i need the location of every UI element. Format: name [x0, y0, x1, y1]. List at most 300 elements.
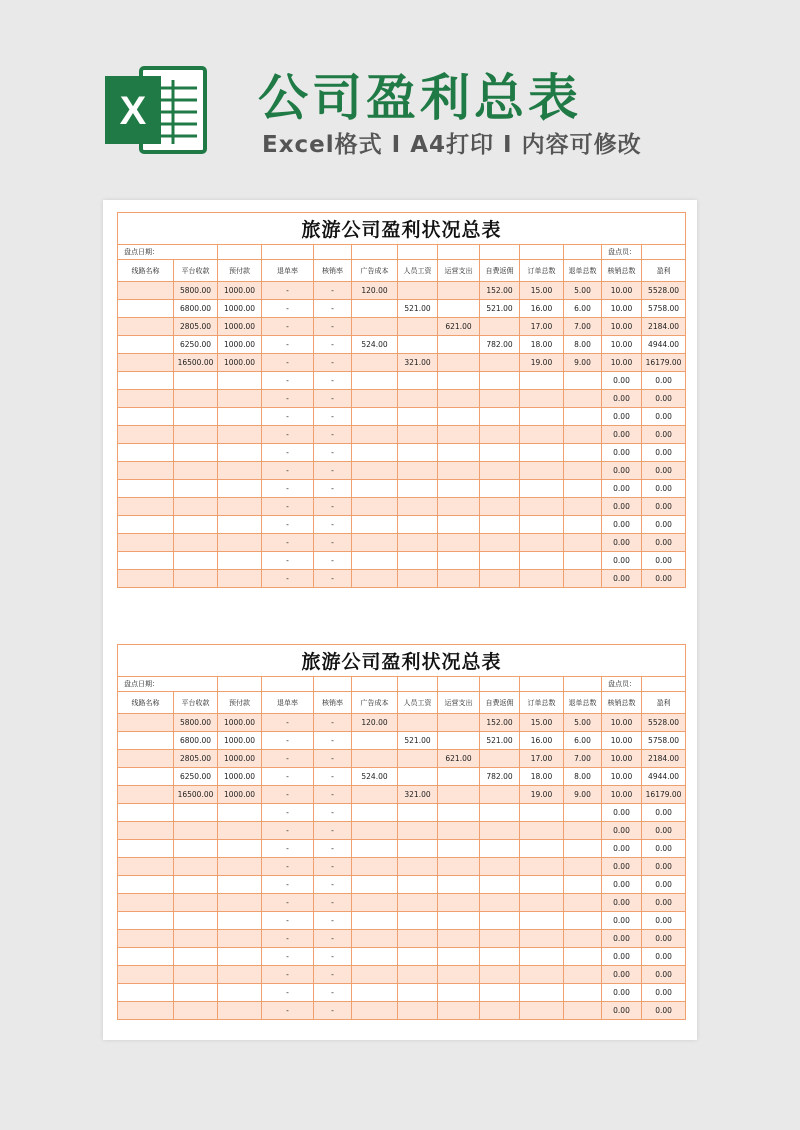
- table-cell[interactable]: [218, 498, 262, 516]
- table-cell[interactable]: -: [314, 408, 352, 426]
- table-cell[interactable]: [520, 1002, 564, 1020]
- table-cell[interactable]: [398, 822, 438, 840]
- table-cell[interactable]: 0.00: [602, 534, 642, 552]
- table-cell[interactable]: 19.00: [520, 354, 564, 372]
- table-cell[interactable]: [480, 840, 520, 858]
- table-cell[interactable]: -: [262, 516, 314, 534]
- table-cell[interactable]: 0.00: [602, 552, 642, 570]
- table-cell[interactable]: -: [262, 948, 314, 966]
- table-cell[interactable]: [480, 912, 520, 930]
- table-cell[interactable]: [398, 462, 438, 480]
- table-cell[interactable]: [398, 966, 438, 984]
- table-cell[interactable]: -: [314, 948, 352, 966]
- table-cell[interactable]: [564, 408, 602, 426]
- table-cell[interactable]: [218, 444, 262, 462]
- table-cell[interactable]: -: [262, 426, 314, 444]
- table-cell[interactable]: 0.00: [602, 462, 642, 480]
- table-cell[interactable]: -: [262, 750, 314, 768]
- table-cell[interactable]: [480, 444, 520, 462]
- table-cell[interactable]: [174, 426, 218, 444]
- info-cell[interactable]: [438, 677, 480, 692]
- table-cell[interactable]: [438, 966, 480, 984]
- table-cell[interactable]: -: [314, 912, 352, 930]
- table-cell[interactable]: 0.00: [642, 876, 686, 894]
- table-cell[interactable]: [398, 426, 438, 444]
- table-cell[interactable]: 0.00: [642, 948, 686, 966]
- table-cell[interactable]: 5.00: [564, 714, 602, 732]
- table-cell[interactable]: 521.00: [398, 732, 438, 750]
- table-cell[interactable]: [118, 786, 174, 804]
- table-cell[interactable]: -: [262, 390, 314, 408]
- table-cell[interactable]: [218, 552, 262, 570]
- table-cell[interactable]: [398, 714, 438, 732]
- table-cell[interactable]: [438, 462, 480, 480]
- table-cell[interactable]: [564, 498, 602, 516]
- table-cell[interactable]: [352, 984, 398, 1002]
- table-cell[interactable]: 0.00: [602, 912, 642, 930]
- table-cell[interactable]: [438, 516, 480, 534]
- table-cell[interactable]: [480, 534, 520, 552]
- table-cell[interactable]: [398, 570, 438, 588]
- table-cell[interactable]: 0.00: [602, 930, 642, 948]
- table-cell[interactable]: [218, 822, 262, 840]
- table-cell[interactable]: [352, 858, 398, 876]
- table-cell[interactable]: [438, 390, 480, 408]
- table-cell[interactable]: [480, 804, 520, 822]
- table-cell[interactable]: 0.00: [602, 876, 642, 894]
- table-cell[interactable]: 521.00: [480, 300, 520, 318]
- table-cell[interactable]: [438, 480, 480, 498]
- table-cell[interactable]: 120.00: [352, 282, 398, 300]
- staff-value-cell[interactable]: [642, 677, 686, 692]
- table-cell[interactable]: [352, 912, 398, 930]
- table-cell[interactable]: -: [314, 480, 352, 498]
- table-cell[interactable]: [564, 552, 602, 570]
- table-cell[interactable]: -: [314, 516, 352, 534]
- table-cell[interactable]: [118, 570, 174, 588]
- table-cell[interactable]: 621.00: [438, 318, 480, 336]
- table-cell[interactable]: 0.00: [642, 840, 686, 858]
- table-cell[interactable]: [438, 282, 480, 300]
- table-cell[interactable]: 782.00: [480, 768, 520, 786]
- table-cell[interactable]: 15.00: [520, 282, 564, 300]
- table-cell[interactable]: [352, 876, 398, 894]
- table-cell[interactable]: 1000.00: [218, 282, 262, 300]
- table-cell[interactable]: 16179.00: [642, 786, 686, 804]
- table-cell[interactable]: [118, 840, 174, 858]
- table-cell[interactable]: [438, 1002, 480, 1020]
- table-cell[interactable]: -: [262, 462, 314, 480]
- table-cell[interactable]: [438, 408, 480, 426]
- info-cell[interactable]: [398, 677, 438, 692]
- table-cell[interactable]: -: [262, 534, 314, 552]
- table-cell[interactable]: [174, 462, 218, 480]
- table-cell[interactable]: [118, 876, 174, 894]
- table-cell[interactable]: [564, 534, 602, 552]
- table-cell[interactable]: [118, 444, 174, 462]
- table-cell[interactable]: -: [262, 786, 314, 804]
- table-cell[interactable]: [218, 966, 262, 984]
- table-cell[interactable]: [174, 984, 218, 1002]
- table-cell[interactable]: [520, 534, 564, 552]
- table-cell[interactable]: [520, 966, 564, 984]
- table-cell[interactable]: [352, 804, 398, 822]
- table-cell[interactable]: [218, 390, 262, 408]
- table-cell[interactable]: 0.00: [642, 822, 686, 840]
- table-cell[interactable]: -: [314, 300, 352, 318]
- table-cell[interactable]: [520, 840, 564, 858]
- table-cell[interactable]: 6.00: [564, 732, 602, 750]
- table-cell[interactable]: [118, 426, 174, 444]
- table-cell[interactable]: [480, 786, 520, 804]
- table-cell[interactable]: [564, 804, 602, 822]
- table-cell[interactable]: -: [314, 354, 352, 372]
- table-cell[interactable]: 6250.00: [174, 768, 218, 786]
- table-cell[interactable]: [438, 786, 480, 804]
- table-cell[interactable]: [398, 840, 438, 858]
- table-cell[interactable]: 6.00: [564, 300, 602, 318]
- table-cell[interactable]: 5758.00: [642, 300, 686, 318]
- table-cell[interactable]: 6800.00: [174, 300, 218, 318]
- table-cell[interactable]: [352, 786, 398, 804]
- table-cell[interactable]: 2805.00: [174, 750, 218, 768]
- table-cell[interactable]: -: [262, 894, 314, 912]
- table-cell[interactable]: 10.00: [602, 282, 642, 300]
- table-cell[interactable]: [520, 570, 564, 588]
- table-cell[interactable]: -: [314, 804, 352, 822]
- table-cell[interactable]: 0.00: [642, 516, 686, 534]
- table-cell[interactable]: [438, 570, 480, 588]
- table-cell[interactable]: 1000.00: [218, 768, 262, 786]
- table-cell[interactable]: -: [314, 930, 352, 948]
- table-cell[interactable]: [564, 444, 602, 462]
- table-cell[interactable]: 10.00: [602, 300, 642, 318]
- table-cell[interactable]: [480, 552, 520, 570]
- table-cell[interactable]: [520, 984, 564, 1002]
- table-cell[interactable]: [398, 534, 438, 552]
- table-cell[interactable]: [438, 894, 480, 912]
- table-cell[interactable]: [438, 300, 480, 318]
- table-cell[interactable]: 17.00: [520, 318, 564, 336]
- table-cell[interactable]: [174, 1002, 218, 1020]
- table-cell[interactable]: [352, 570, 398, 588]
- table-cell[interactable]: -: [314, 462, 352, 480]
- info-cell[interactable]: [520, 677, 564, 692]
- table-cell[interactable]: [398, 750, 438, 768]
- table-cell[interactable]: 0.00: [602, 1002, 642, 1020]
- table-cell[interactable]: [438, 912, 480, 930]
- table-cell[interactable]: [174, 912, 218, 930]
- table-cell[interactable]: [352, 498, 398, 516]
- table-cell[interactable]: -: [314, 768, 352, 786]
- table-cell[interactable]: 16.00: [520, 300, 564, 318]
- table-cell[interactable]: -: [314, 372, 352, 390]
- table-cell[interactable]: 0.00: [602, 516, 642, 534]
- table-cell[interactable]: [520, 372, 564, 390]
- table-cell[interactable]: [438, 768, 480, 786]
- table-cell[interactable]: [118, 390, 174, 408]
- table-cell[interactable]: 5528.00: [642, 714, 686, 732]
- table-cell[interactable]: [438, 984, 480, 1002]
- table-cell[interactable]: 4944.00: [642, 336, 686, 354]
- table-cell[interactable]: [352, 966, 398, 984]
- table-cell[interactable]: 0.00: [642, 570, 686, 588]
- table-cell[interactable]: 524.00: [352, 336, 398, 354]
- table-cell[interactable]: -: [262, 282, 314, 300]
- table-cell[interactable]: [352, 318, 398, 336]
- table-cell[interactable]: [438, 948, 480, 966]
- table-cell[interactable]: 5800.00: [174, 282, 218, 300]
- table-cell[interactable]: 16.00: [520, 732, 564, 750]
- table-cell[interactable]: [352, 894, 398, 912]
- table-cell[interactable]: 0.00: [602, 822, 642, 840]
- table-cell[interactable]: [398, 444, 438, 462]
- table-cell[interactable]: 152.00: [480, 714, 520, 732]
- table-cell[interactable]: [480, 354, 520, 372]
- table-cell[interactable]: 621.00: [438, 750, 480, 768]
- table-cell[interactable]: -: [262, 372, 314, 390]
- table-cell[interactable]: [398, 552, 438, 570]
- table-cell[interactable]: [398, 318, 438, 336]
- table-cell[interactable]: [520, 498, 564, 516]
- table-cell[interactable]: 16500.00: [174, 354, 218, 372]
- table-cell[interactable]: [352, 750, 398, 768]
- table-cell[interactable]: [398, 984, 438, 1002]
- table-cell[interactable]: [520, 822, 564, 840]
- table-cell[interactable]: [118, 984, 174, 1002]
- table-cell[interactable]: [564, 372, 602, 390]
- table-cell[interactable]: [480, 894, 520, 912]
- table-cell[interactable]: -: [262, 408, 314, 426]
- table-cell[interactable]: [118, 534, 174, 552]
- table-cell[interactable]: 16500.00: [174, 786, 218, 804]
- table-cell[interactable]: [218, 1002, 262, 1020]
- table-cell[interactable]: [174, 948, 218, 966]
- table-cell[interactable]: 1000.00: [218, 714, 262, 732]
- table-cell[interactable]: [174, 408, 218, 426]
- table-cell[interactable]: [118, 372, 174, 390]
- table-cell[interactable]: -: [262, 480, 314, 498]
- table-cell[interactable]: 0.00: [642, 858, 686, 876]
- table-cell[interactable]: -: [262, 768, 314, 786]
- table-cell[interactable]: [398, 948, 438, 966]
- table-cell[interactable]: 0.00: [602, 840, 642, 858]
- info-cell[interactable]: [262, 677, 314, 692]
- table-cell[interactable]: [218, 948, 262, 966]
- table-cell[interactable]: 9.00: [564, 786, 602, 804]
- table-cell[interactable]: 782.00: [480, 336, 520, 354]
- table-cell[interactable]: 8.00: [564, 768, 602, 786]
- table-cell[interactable]: [564, 948, 602, 966]
- table-cell[interactable]: [174, 822, 218, 840]
- table-cell[interactable]: -: [262, 912, 314, 930]
- table-cell[interactable]: [352, 516, 398, 534]
- table-cell[interactable]: [398, 336, 438, 354]
- table-cell[interactable]: [174, 570, 218, 588]
- table-cell[interactable]: [520, 930, 564, 948]
- table-cell[interactable]: [398, 1002, 438, 1020]
- table-cell[interactable]: [174, 804, 218, 822]
- table-cell[interactable]: [118, 804, 174, 822]
- table-cell[interactable]: [118, 282, 174, 300]
- table-cell[interactable]: [398, 372, 438, 390]
- table-cell[interactable]: [480, 822, 520, 840]
- table-cell[interactable]: -: [314, 732, 352, 750]
- table-cell[interactable]: 0.00: [642, 552, 686, 570]
- table-cell[interactable]: [352, 480, 398, 498]
- table-cell[interactable]: 10.00: [602, 750, 642, 768]
- info-cell[interactable]: [352, 245, 398, 260]
- table-cell[interactable]: [564, 858, 602, 876]
- table-cell[interactable]: [352, 300, 398, 318]
- table-cell[interactable]: [218, 462, 262, 480]
- info-cell[interactable]: [352, 677, 398, 692]
- table-cell[interactable]: -: [262, 822, 314, 840]
- table-cell[interactable]: [218, 480, 262, 498]
- table-cell[interactable]: [174, 390, 218, 408]
- table-cell[interactable]: [218, 534, 262, 552]
- table-cell[interactable]: 0.00: [642, 390, 686, 408]
- table-cell[interactable]: 10.00: [602, 354, 642, 372]
- table-cell[interactable]: [520, 876, 564, 894]
- table-cell[interactable]: [218, 804, 262, 822]
- table-cell[interactable]: [118, 768, 174, 786]
- table-cell[interactable]: [438, 444, 480, 462]
- table-cell[interactable]: -: [314, 858, 352, 876]
- table-cell[interactable]: 120.00: [352, 714, 398, 732]
- table-cell[interactable]: [480, 570, 520, 588]
- info-cell[interactable]: [480, 677, 520, 692]
- table-cell[interactable]: [438, 354, 480, 372]
- table-cell[interactable]: -: [314, 894, 352, 912]
- table-cell[interactable]: 521.00: [398, 300, 438, 318]
- table-cell[interactable]: 0.00: [602, 966, 642, 984]
- table-cell[interactable]: 0.00: [602, 570, 642, 588]
- table-cell[interactable]: -: [262, 498, 314, 516]
- table-cell[interactable]: 7.00: [564, 750, 602, 768]
- table-cell[interactable]: [218, 408, 262, 426]
- table-cell[interactable]: -: [314, 282, 352, 300]
- table-cell[interactable]: 0.00: [642, 966, 686, 984]
- table-cell[interactable]: [480, 750, 520, 768]
- table-cell[interactable]: [218, 858, 262, 876]
- table-cell[interactable]: [118, 858, 174, 876]
- table-cell[interactable]: [520, 480, 564, 498]
- table-cell[interactable]: [564, 984, 602, 1002]
- table-cell[interactable]: 152.00: [480, 282, 520, 300]
- table-cell[interactable]: [118, 552, 174, 570]
- table-cell[interactable]: -: [262, 552, 314, 570]
- table-cell[interactable]: 521.00: [480, 732, 520, 750]
- table-cell[interactable]: [118, 714, 174, 732]
- table-cell[interactable]: [480, 408, 520, 426]
- table-cell[interactable]: [520, 408, 564, 426]
- table-cell[interactable]: -: [314, 426, 352, 444]
- table-cell[interactable]: [520, 426, 564, 444]
- table-cell[interactable]: 10.00: [602, 768, 642, 786]
- table-cell[interactable]: [218, 876, 262, 894]
- table-cell[interactable]: [398, 930, 438, 948]
- table-cell[interactable]: [438, 534, 480, 552]
- table-cell[interactable]: [438, 822, 480, 840]
- table-cell[interactable]: 7.00: [564, 318, 602, 336]
- table-cell[interactable]: 0.00: [602, 984, 642, 1002]
- table-cell[interactable]: 10.00: [602, 714, 642, 732]
- table-cell[interactable]: [564, 822, 602, 840]
- table-cell[interactable]: [398, 480, 438, 498]
- table-cell[interactable]: [174, 840, 218, 858]
- table-cell[interactable]: [352, 1002, 398, 1020]
- table-cell[interactable]: [352, 840, 398, 858]
- table-cell[interactable]: 0.00: [642, 372, 686, 390]
- table-cell[interactable]: [564, 1002, 602, 1020]
- table-cell[interactable]: 16179.00: [642, 354, 686, 372]
- table-cell[interactable]: [564, 930, 602, 948]
- table-cell[interactable]: [480, 426, 520, 444]
- table-cell[interactable]: [520, 804, 564, 822]
- table-cell[interactable]: 10.00: [602, 336, 642, 354]
- table-cell[interactable]: [564, 516, 602, 534]
- table-cell[interactable]: [118, 318, 174, 336]
- table-cell[interactable]: 0.00: [642, 426, 686, 444]
- table-cell[interactable]: 0.00: [602, 426, 642, 444]
- info-cell[interactable]: [520, 245, 564, 260]
- table-cell[interactable]: [438, 840, 480, 858]
- table-cell[interactable]: [398, 912, 438, 930]
- table-cell[interactable]: [520, 948, 564, 966]
- table-cell[interactable]: -: [314, 498, 352, 516]
- table-cell[interactable]: 0.00: [642, 498, 686, 516]
- table-cell[interactable]: 18.00: [520, 768, 564, 786]
- table-cell[interactable]: [352, 372, 398, 390]
- table-cell[interactable]: -: [262, 930, 314, 948]
- table-cell[interactable]: [564, 462, 602, 480]
- table-cell[interactable]: [398, 804, 438, 822]
- table-cell[interactable]: -: [262, 444, 314, 462]
- table-cell[interactable]: [352, 822, 398, 840]
- table-cell[interactable]: 1000.00: [218, 732, 262, 750]
- table-cell[interactable]: [398, 876, 438, 894]
- table-cell[interactable]: -: [262, 300, 314, 318]
- table-cell[interactable]: 0.00: [602, 408, 642, 426]
- table-cell[interactable]: -: [262, 876, 314, 894]
- table-cell[interactable]: 1000.00: [218, 336, 262, 354]
- table-cell[interactable]: 0.00: [602, 804, 642, 822]
- table-cell[interactable]: [174, 966, 218, 984]
- table-cell[interactable]: [480, 930, 520, 948]
- table-cell[interactable]: [520, 444, 564, 462]
- table-cell[interactable]: [118, 948, 174, 966]
- table-cell[interactable]: [520, 390, 564, 408]
- table-cell[interactable]: [352, 462, 398, 480]
- table-cell[interactable]: [520, 516, 564, 534]
- table-cell[interactable]: [520, 858, 564, 876]
- table-cell[interactable]: 6250.00: [174, 336, 218, 354]
- table-cell[interactable]: [564, 966, 602, 984]
- table-cell[interactable]: [118, 516, 174, 534]
- table-cell[interactable]: 2805.00: [174, 318, 218, 336]
- table-cell[interactable]: [118, 480, 174, 498]
- table-cell[interactable]: [438, 498, 480, 516]
- table-cell[interactable]: 0.00: [602, 894, 642, 912]
- table-cell[interactable]: [480, 516, 520, 534]
- table-cell[interactable]: 18.00: [520, 336, 564, 354]
- table-cell[interactable]: [438, 552, 480, 570]
- table-cell[interactable]: [352, 444, 398, 462]
- info-cell[interactable]: [314, 245, 352, 260]
- table-cell[interactable]: [352, 408, 398, 426]
- table-cell[interactable]: [218, 894, 262, 912]
